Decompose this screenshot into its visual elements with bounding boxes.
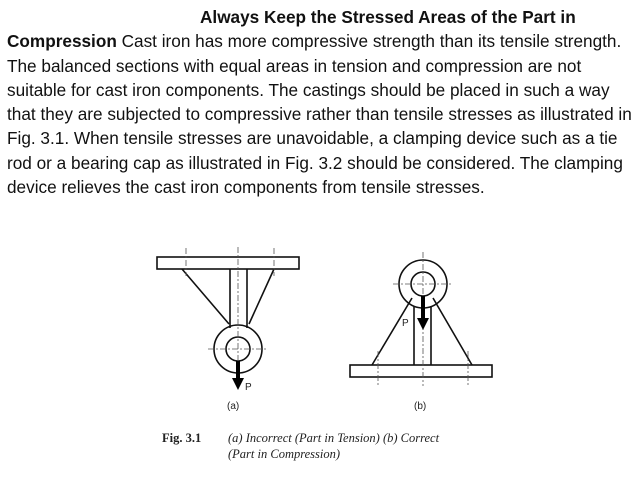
figure-caption xyxy=(162,430,522,462)
force-arrow-a xyxy=(232,361,244,390)
stem-a xyxy=(230,269,247,328)
label-a: (a) xyxy=(227,401,240,412)
force-label-a: P xyxy=(245,382,252,393)
body-a xyxy=(182,269,274,324)
diagram-a xyxy=(157,257,299,373)
heading-continuation: Compression xyxy=(7,31,117,52)
caption-number: Fig. 3.1 xyxy=(162,431,202,445)
caption-text-1: (a) Incorrect (Part in Tension) (b) Correct xyxy=(228,431,440,445)
caption-line-2: (Part in Compression) xyxy=(228,447,341,461)
text-block xyxy=(7,5,633,199)
base-b xyxy=(350,365,492,377)
body-paragraph xyxy=(7,29,633,199)
force-arrow-b xyxy=(417,296,429,330)
flange-a xyxy=(157,257,299,269)
caption-line-1 xyxy=(162,430,522,446)
body-text: Cast iron has more compressive strength than its tensile strength. The balanced sections with equal areas in tension and compression are not suitable for cast iron components. The castings should be placed in such a way that they are subjected to compressive rather than tensile stresses as illustrated in Fig. 3.1. When tensile stresses are unavoidable, a clamping device such as a tie rod or a bearing cap as illustrated in Fig. 3.2 should be considered. The clamping device relieves the cast iron components from tensile stresses. xyxy=(7,31,632,198)
heading-line: Always Keep the Stressed Areas of the Part in xyxy=(200,7,576,27)
force-label-b: P xyxy=(402,318,409,329)
label-b: (b) xyxy=(414,401,427,412)
